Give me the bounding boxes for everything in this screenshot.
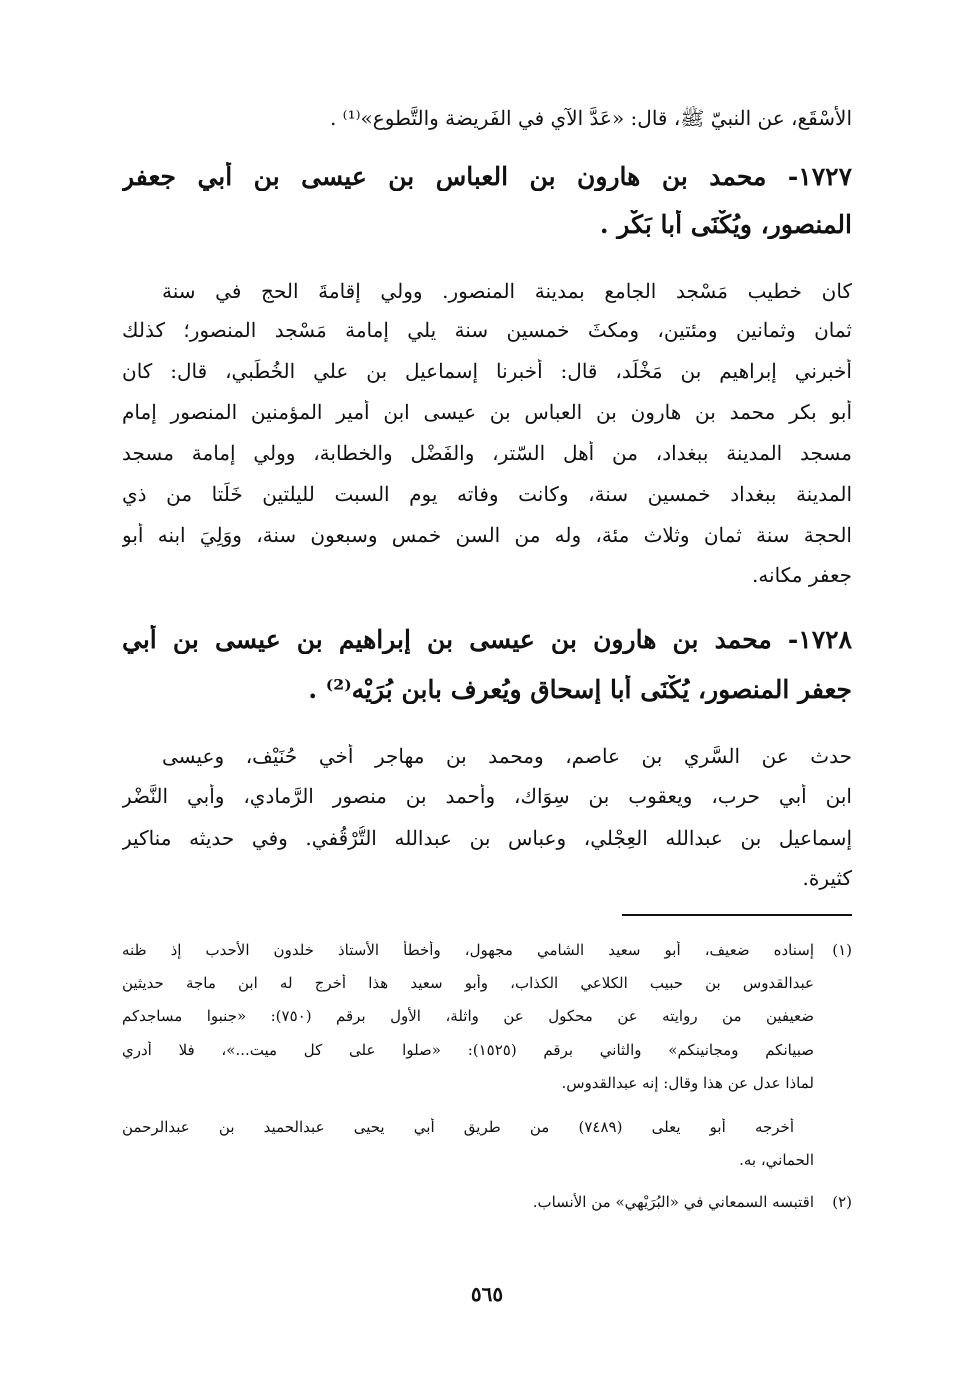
body-line: المدينة ببغداد خمسين سنة، وكانت وفاته يوم السبت لليلتين خَلَتا من ذي xyxy=(122,482,852,506)
body-line: أبو بكر محمد بن هارون بن العباس بن عيسى ابن أمير المؤمنين المنصور إمام xyxy=(122,400,852,424)
body-line: ثمان وثمانين ومئتين، ومكثَ خمسين سنة يلي إمامة مَسْجد المنصور؛ كذلك xyxy=(122,318,852,342)
body-line: ابن أبي حرب، ويعقوب بن سِوَاك، وأحمد بن منصور الرَّمادي، وأبي النَّضْر xyxy=(122,784,852,808)
entry-heading-1728-line-1: ١٧٢٨- محمد بن هارون بن عيسى بن إبراهيم بن عيسى بن أبي xyxy=(122,625,852,654)
page-number: ٥٦٥ xyxy=(470,1282,504,1306)
footnote-number-1: (١) xyxy=(832,941,852,959)
body-line: إسماعيل بن عبدالله العِجْلي، وعباس بن عبدالله التُّرْقُفي. وفي حديثه مناكير xyxy=(122,826,852,850)
body-line: الحجة سنة ثمان وثلاث مئة، وله من السن خمس وسبعون سنة، ووَلِيَ ابنه أبو xyxy=(122,523,852,547)
footnote-number-2: (٢) xyxy=(832,1193,852,1211)
footnote-1-line: لماذا عدل عن هذا وقال: إنه عبدالقدوس. xyxy=(561,1074,814,1092)
footnote-1-line: ضعيفين من روايته عن محكول عن واثلة، الأول برقم (٧٥٠): «جنبوا مساجدكم xyxy=(122,1007,814,1025)
footnote-2-text: اقتبسه السمعاني في «البُرَيْهي» من الأنساب. xyxy=(532,1193,814,1211)
body-line: جعفر مكانه. xyxy=(751,563,852,587)
footnote-separator xyxy=(622,914,852,916)
entry-heading-1727-line-2: المنصور، ويُكْنَى أبا بَكْر . xyxy=(599,210,852,239)
entry-heading-1728-line-2: جعفر المنصور، يُكْنَى أبا إسحاق ويُعرف بابن بُرَيْه⁽²⁾ . xyxy=(308,675,852,704)
body-line: مسجد المدينة ببغداد، من أهل السّتر، والفَضْل والخطابة، وولي إمامة مسجد xyxy=(122,441,852,465)
footnote-1-line: صبيانكم ومجانينكم» والثاني برقم (١٥٢٥): «صلوا على كل ميت...»، فلا أدري xyxy=(122,1041,814,1059)
footnote-1-line: أخرجه أبو يعلى (٧٤٨٩) من طريق أبي يحيى عبدالحميد بن عبدالرحمن xyxy=(122,1118,794,1136)
body-line: أخبرني إبراهيم بن مَخْلَد، قال: أخبرنا إسماعيل بن علي الخُطَبي، قال: كان xyxy=(122,359,852,383)
body-line: حدث عن السَّري بن عاصم، ومحمد بن مهاجر أخي حُنَيْف، وعيسى xyxy=(162,744,852,768)
entry-heading-1727-line-1: ١٧٢٧- محمد بن هارون بن العباس بن عيسى بن أبي جعفر xyxy=(122,162,852,191)
body-line: كثيرة. xyxy=(802,866,852,890)
body-line-continuation: الأسْقَع، عن النبيّ ﷺ، قال: «عَدَّ الآي في الفَريضة والتَّطوع»⁽¹⁾ . xyxy=(329,106,852,130)
footnote-1-line: إسناده ضعيف، أبو سعيد الشامي مجهول، وأخطأ الأستاذ خلدون الأحدب إذ ظنه xyxy=(122,941,814,959)
footnote-1-line: عبدالقدوس بن حبيب الكلاعي الكذاب، وأبو سعيد هذا أخرج له ابن ماجة حديثين xyxy=(122,974,814,992)
body-line: كان خطيب مَسْجد الجامع بمدينة المنصور. وولي إقامةَ الحج في سنة xyxy=(162,279,852,303)
footnote-1-line: الحماني، به. xyxy=(739,1151,814,1169)
